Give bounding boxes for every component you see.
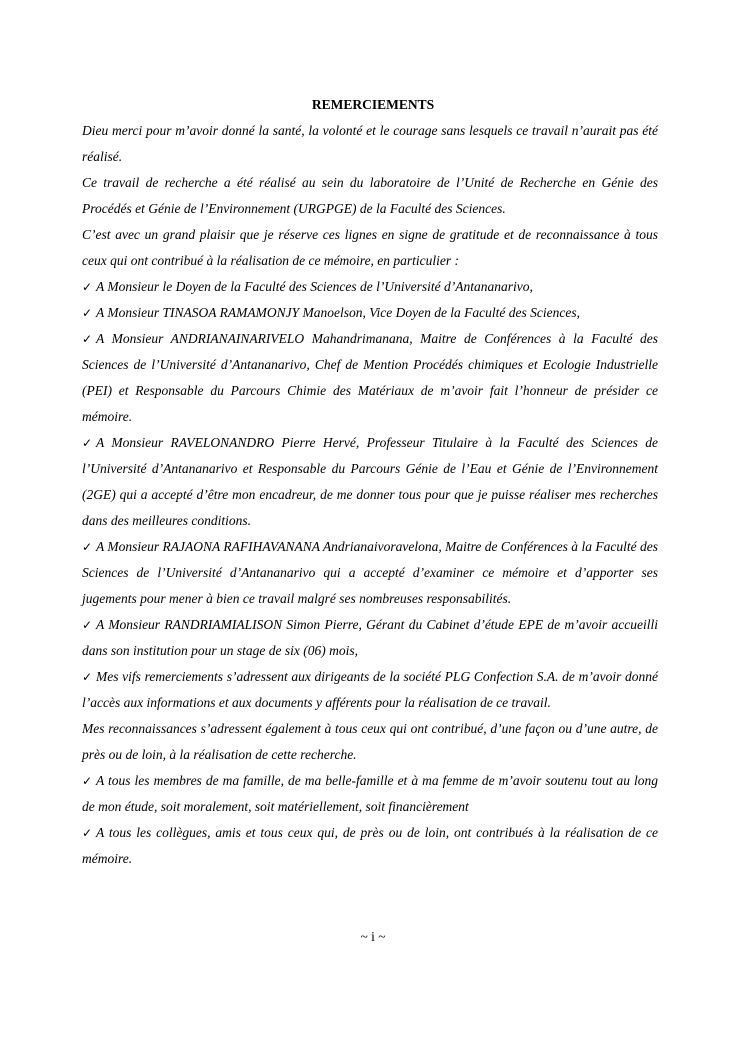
- paragraph: [82, 716, 658, 768]
- paragraph-text: Mes reconnaissances s’adressent également à tous ceux qui ont contribué, d’une façon ou d’une autre, de près ou de loin, à la réalisation de cette recherche.: [82, 721, 658, 762]
- paragraph-text: A tous les membres de ma famille, de ma belle-famille et à ma femme de m’avoir soutenu tout au long de mon étude, soit moralement, soit matériellement, soit financièrement: [82, 773, 658, 814]
- check-icon: ✓: [82, 826, 93, 840]
- paragraph: [82, 170, 658, 222]
- paragraph-text: A Monsieur RANDRIAMIALISON Simon Pierre, Gérant du Cabinet d’étude EPE de m’avoir accueilli dans son institution pour un stage de six (06) mois,: [82, 617, 658, 658]
- paragraph: [82, 300, 658, 326]
- paragraph: [82, 326, 658, 430]
- check-icon: ✓: [82, 618, 93, 632]
- paragraph: [82, 118, 658, 170]
- check-icon: ✓: [82, 774, 93, 788]
- paragraph: [82, 664, 658, 716]
- page-title: REMERCIEMENTS: [311, 97, 435, 112]
- paragraph-text: C’est avec un grand plaisir que je réserve ces lignes en signe de gratitude et de reconnaissance à tous ceux qui ont contribué à la réalisation de ce mémoire, en particulier :: [82, 227, 658, 268]
- paragraph-text: Mes vifs remerciements s’adressent aux dirigeants de la société PLG Confection S.A. de m’avoir donné l’accès aux informations et aux documents y afférents pour la réalisation de ce travail.: [82, 669, 658, 710]
- paragraph: [82, 820, 658, 872]
- paragraph-text: Dieu merci pour m’avoir donné la santé, la volonté et le courage sans lesquels ce travail n’aurait pas été réalisé.: [82, 123, 658, 164]
- paragraph: [82, 274, 658, 300]
- paragraph-text: A Monsieur le Doyen de la Faculté des Sciences de l’Université d’Antananarivo,: [96, 279, 533, 294]
- paragraph-text: A Monsieur RAVELONANDRO Pierre Hervé, Professeur Titulaire à la Faculté des Sciences de l’Université d’Antananarivo et Responsable du Parcours Génie de l’Eau et Génie de l’Environnement (2GE) qui a accepté d’être mon encadreur, de me donner tous pour que je puisse réaliser mes recherches dans des meilleures conditions.: [82, 435, 658, 528]
- paragraph: [82, 430, 658, 534]
- paragraph: [82, 612, 658, 664]
- paragraph: [82, 768, 658, 820]
- check-icon: ✓: [82, 280, 93, 294]
- page-number: ~ i ~: [360, 929, 386, 944]
- check-icon: ✓: [82, 306, 93, 320]
- paragraph: [82, 534, 658, 612]
- acknowledgements-body: [82, 118, 658, 872]
- paragraph-text: Ce travail de recherche a été réalisé au sein du laboratoire de l’Unité de Recherche en Génie des Procédés et Génie de l’Environnement (URGPGE) de la Faculté des Sciences.: [82, 175, 658, 216]
- check-icon: ✓: [82, 540, 93, 554]
- check-icon: ✓: [82, 332, 93, 346]
- check-icon: ✓: [82, 436, 93, 450]
- paragraph: [82, 222, 658, 274]
- paragraph-text: A Monsieur TINASOA RAMAMONJY Manoelson, Vice Doyen de la Faculté des Sciences,: [96, 305, 581, 320]
- check-icon: ✓: [82, 670, 93, 684]
- paragraph-text: A tous les collègues, amis et tous ceux qui, de près ou de loin, ont contribués à la réalisation de ce mémoire.: [82, 825, 658, 866]
- paragraph-text: A Monsieur ANDRIANAINARIVELO Mahandrimanana, Maitre de Conférences à la Faculté des Sciences de l’Université d’Antananarivo, Chef de Mention Procédés chimiques et Ecologie Industrielle (PEI) et Responsable du Parcours Chimie des Matériaux de m’avoir fait l’honneur de présider ce mémoire.: [82, 331, 658, 424]
- paragraph-text: A Monsieur RAJAONA RAFIHAVANANA Andrianaivoravelona, Maitre de Conférences à la Faculté des Sciences de l’Université d’Antananarivo qui a accepté d’examiner ce mémoire et d’apporter ses jugements pour mener à bien ce travail malgré ses nombreuses responsabilités.: [82, 539, 658, 606]
